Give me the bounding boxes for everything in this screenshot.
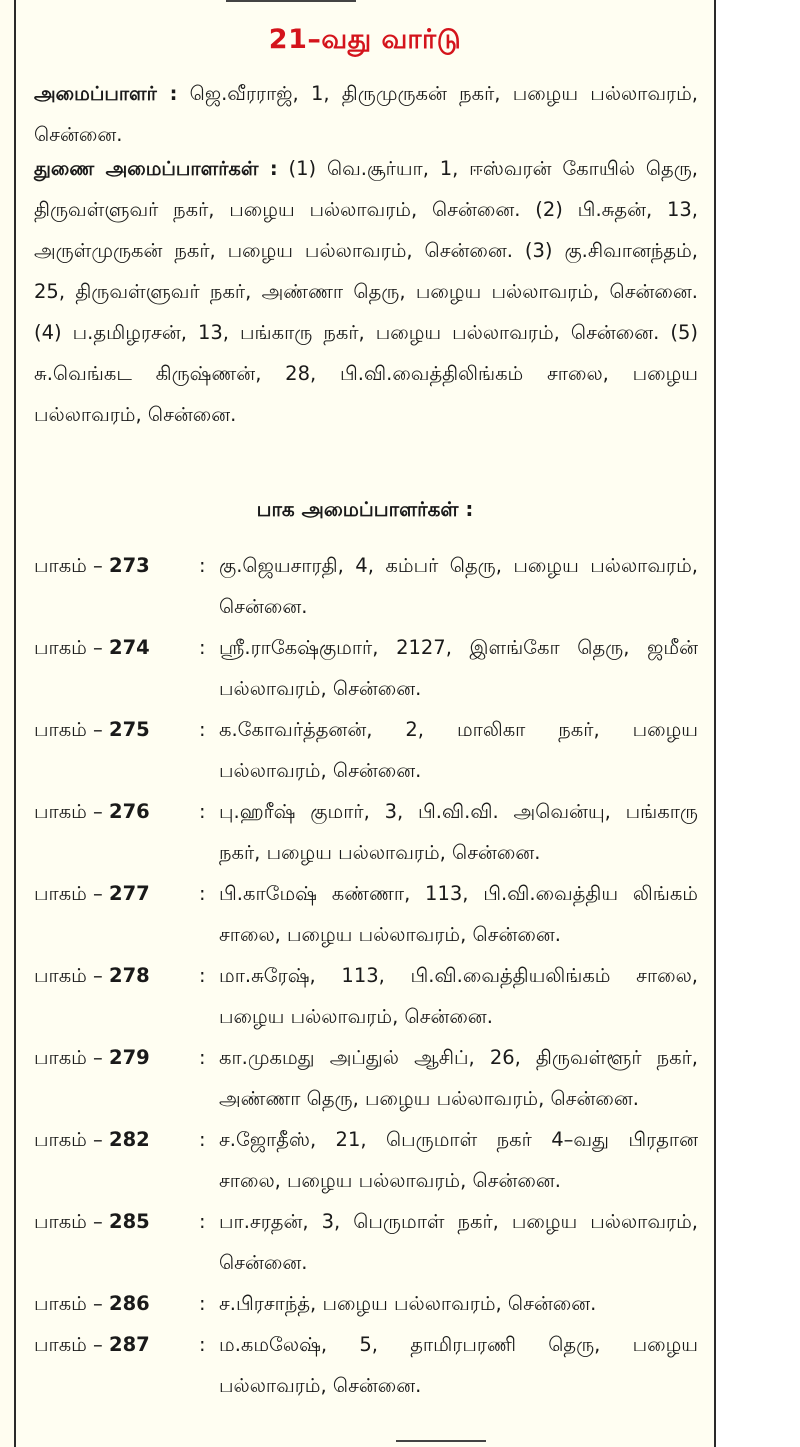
booth-number: 278 (109, 964, 150, 987)
booth-organizer-details: ச.ஜோதீஸ், 21, பெருமாள் நகர் 4–வது பிரதான சாலை, பழைய பல்லாவரம், சென்னை. (219, 1128, 698, 1192)
booth-number-label (34, 955, 199, 1037)
booth-number-label (34, 545, 199, 627)
booth-prefix: பாகம் – (34, 1046, 110, 1069)
booth-number-label (34, 627, 199, 709)
booth-row (34, 709, 698, 791)
booth-row (34, 1037, 698, 1119)
booth-prefix: பாகம் – (34, 1333, 110, 1356)
booth-number: 285 (109, 1210, 150, 1233)
booth-number: 282 (109, 1128, 150, 1151)
booth-organizer-details: ச.பிரசாந்த், பழைய பல்லாவரம், சென்னை. (219, 1292, 597, 1315)
booth-prefix: பாகம் – (34, 636, 110, 659)
booth-number: 274 (109, 636, 150, 659)
booth-number: 279 (109, 1046, 150, 1069)
booth-prefix: பாகம் – (34, 882, 110, 905)
booth-row (34, 955, 698, 1037)
booth-prefix: பாகம் – (34, 964, 110, 987)
bottom-divider-fragment (396, 1440, 486, 1447)
booth-row (34, 873, 698, 955)
booth-number-label (34, 1283, 199, 1324)
booth-prefix: பாகம் – (34, 554, 110, 577)
booth-number: 286 (109, 1292, 150, 1315)
booth-organizer-list (34, 545, 698, 1406)
booth-separator: : (199, 718, 206, 741)
deputy-organizers-paragraph (34, 148, 698, 435)
booth-row (34, 1201, 698, 1283)
booth-organizer-details: பு.ஹரீஷ் குமார், 3, பி.வி.வி. அவென்யு, பங்காரு நகர், பழைய பல்லாவரம், சென்னை. (219, 800, 698, 864)
booth-number: 277 (109, 882, 150, 905)
booth-number-label (34, 873, 199, 955)
booth-separator: : (199, 1292, 206, 1315)
booth-row (34, 627, 698, 709)
booth-separator: : (199, 1333, 206, 1356)
booth-prefix: பாகம் – (34, 718, 110, 741)
booth-number-label (34, 1201, 199, 1283)
booth-organizer-details: பி.காமேஷ் கண்ணா, 113, பி.வி.வைத்திய லிங்கம் சாலை, பழைய பல்லாவரம், சென்னை. (219, 882, 698, 946)
page-margin (716, 0, 800, 1447)
booth-organizer-details: கு.ஜெயசாரதி, 4, கம்பர் தெரு, பழைய பல்லாவரம், சென்னை. (219, 554, 698, 618)
booth-separator: : (199, 1046, 206, 1069)
deputy-organizers-text: (1) வெ.சூர்யா, 1, ஈஸ்வரன் கோயில் தெரு, திருவள்ளுவர் நகர், பழைய பல்லாவரம், சென்னை. (2) பி.சுதன், 13, அருள்முருகன் நகர், பழைய பல்லாவரம், சென்னை. (3) கு.சிவானந்தம், 25, திருவள்ளுவர் நகர், அண்ணா தெரு, பழைய பல்லாவரம், சென்னை. (4) ப.தமிழரசன், 13, பங்காரு நகர், பழைய பல்லாவரம், சென்னை. (5) சு.வெங்கட கிருஷ்ணன், 28, பி.வி.வைத்திலிங்கம் சாலை, பழைய பல்லாவரம், சென்னை. (34, 157, 698, 426)
organizer-text: ஜெ.வீரராஜ், 1, திருமுருகன் நகர், பழைய பல்லாவரம், சென்னை. (34, 82, 699, 146)
booth-separator: : (199, 1210, 206, 1233)
booth-prefix: பாகம் – (34, 800, 110, 823)
booth-separator: : (199, 964, 206, 987)
article-frame (14, 0, 716, 1447)
booth-separator: : (199, 636, 206, 659)
booth-prefix: பாகம் – (34, 1128, 110, 1151)
organizer-label: அமைப்பாளர் : (34, 82, 178, 105)
booth-number: 276 (109, 800, 150, 823)
booth-separator: : (199, 554, 206, 577)
booth-row (34, 1119, 698, 1201)
booth-number-label (34, 1324, 199, 1406)
booth-organizer-details: க.கோவர்த்தனன், 2, மாலிகா நகர், பழைய பல்லாவரம், சென்னை. (219, 718, 698, 782)
booth-organizer-details: ஸ்ரீ.ராகேஷ்குமார், 2127, இளங்கோ தெரு, ஜமீன் பல்லாவரம், சென்னை. (219, 636, 698, 700)
ward-title: 21–வது வார்டு (268, 24, 462, 55)
booth-separator: : (199, 882, 206, 905)
booth-organizer-details: பா.சரதன், 3, பெருமாள் நகர், பழைய பல்லாவரம், சென்னை. (219, 1210, 698, 1274)
booth-row (34, 1283, 698, 1324)
top-divider-fragment (226, 0, 356, 8)
organizer-paragraph (34, 73, 698, 155)
booth-number-label (34, 709, 199, 791)
booth-number: 287 (109, 1333, 150, 1356)
booth-number-label (34, 1037, 199, 1119)
booth-organizer-details: ம.கமலேஷ், 5, தாமிரபரணி தெரு, பழைய பல்லாவரம், சென்னை. (219, 1333, 698, 1397)
deputy-organizers-label: துணை அமைப்பாளர்கள் : (34, 157, 278, 180)
booth-prefix: பாகம் – (34, 1292, 110, 1315)
booth-number: 273 (109, 554, 150, 577)
booth-organizers-heading: பாக அமைப்பாளர்கள் : (256, 497, 474, 521)
booth-number-label (34, 1119, 199, 1201)
booth-prefix: பாகம் – (34, 1210, 110, 1233)
booth-separator: : (199, 1128, 206, 1151)
booth-row (34, 545, 698, 627)
booth-organizer-details: மா.சுரேஷ், 113, பி.வி.வைத்தியலிங்கம் சாலை, பழைய பல்லாவரம், சென்னை. (219, 964, 698, 1028)
booth-organizer-details: கா.முகமது அப்துல் ஆசிப், 26, திருவள்ளூர் நகர், அண்ணா தெரு, பழைய பல்லாவரம், சென்னை. (219, 1046, 698, 1110)
booth-separator: : (199, 800, 206, 823)
booth-row (34, 791, 698, 873)
booth-row (34, 1324, 698, 1406)
booth-number-label (34, 791, 199, 873)
booth-number: 275 (109, 718, 150, 741)
